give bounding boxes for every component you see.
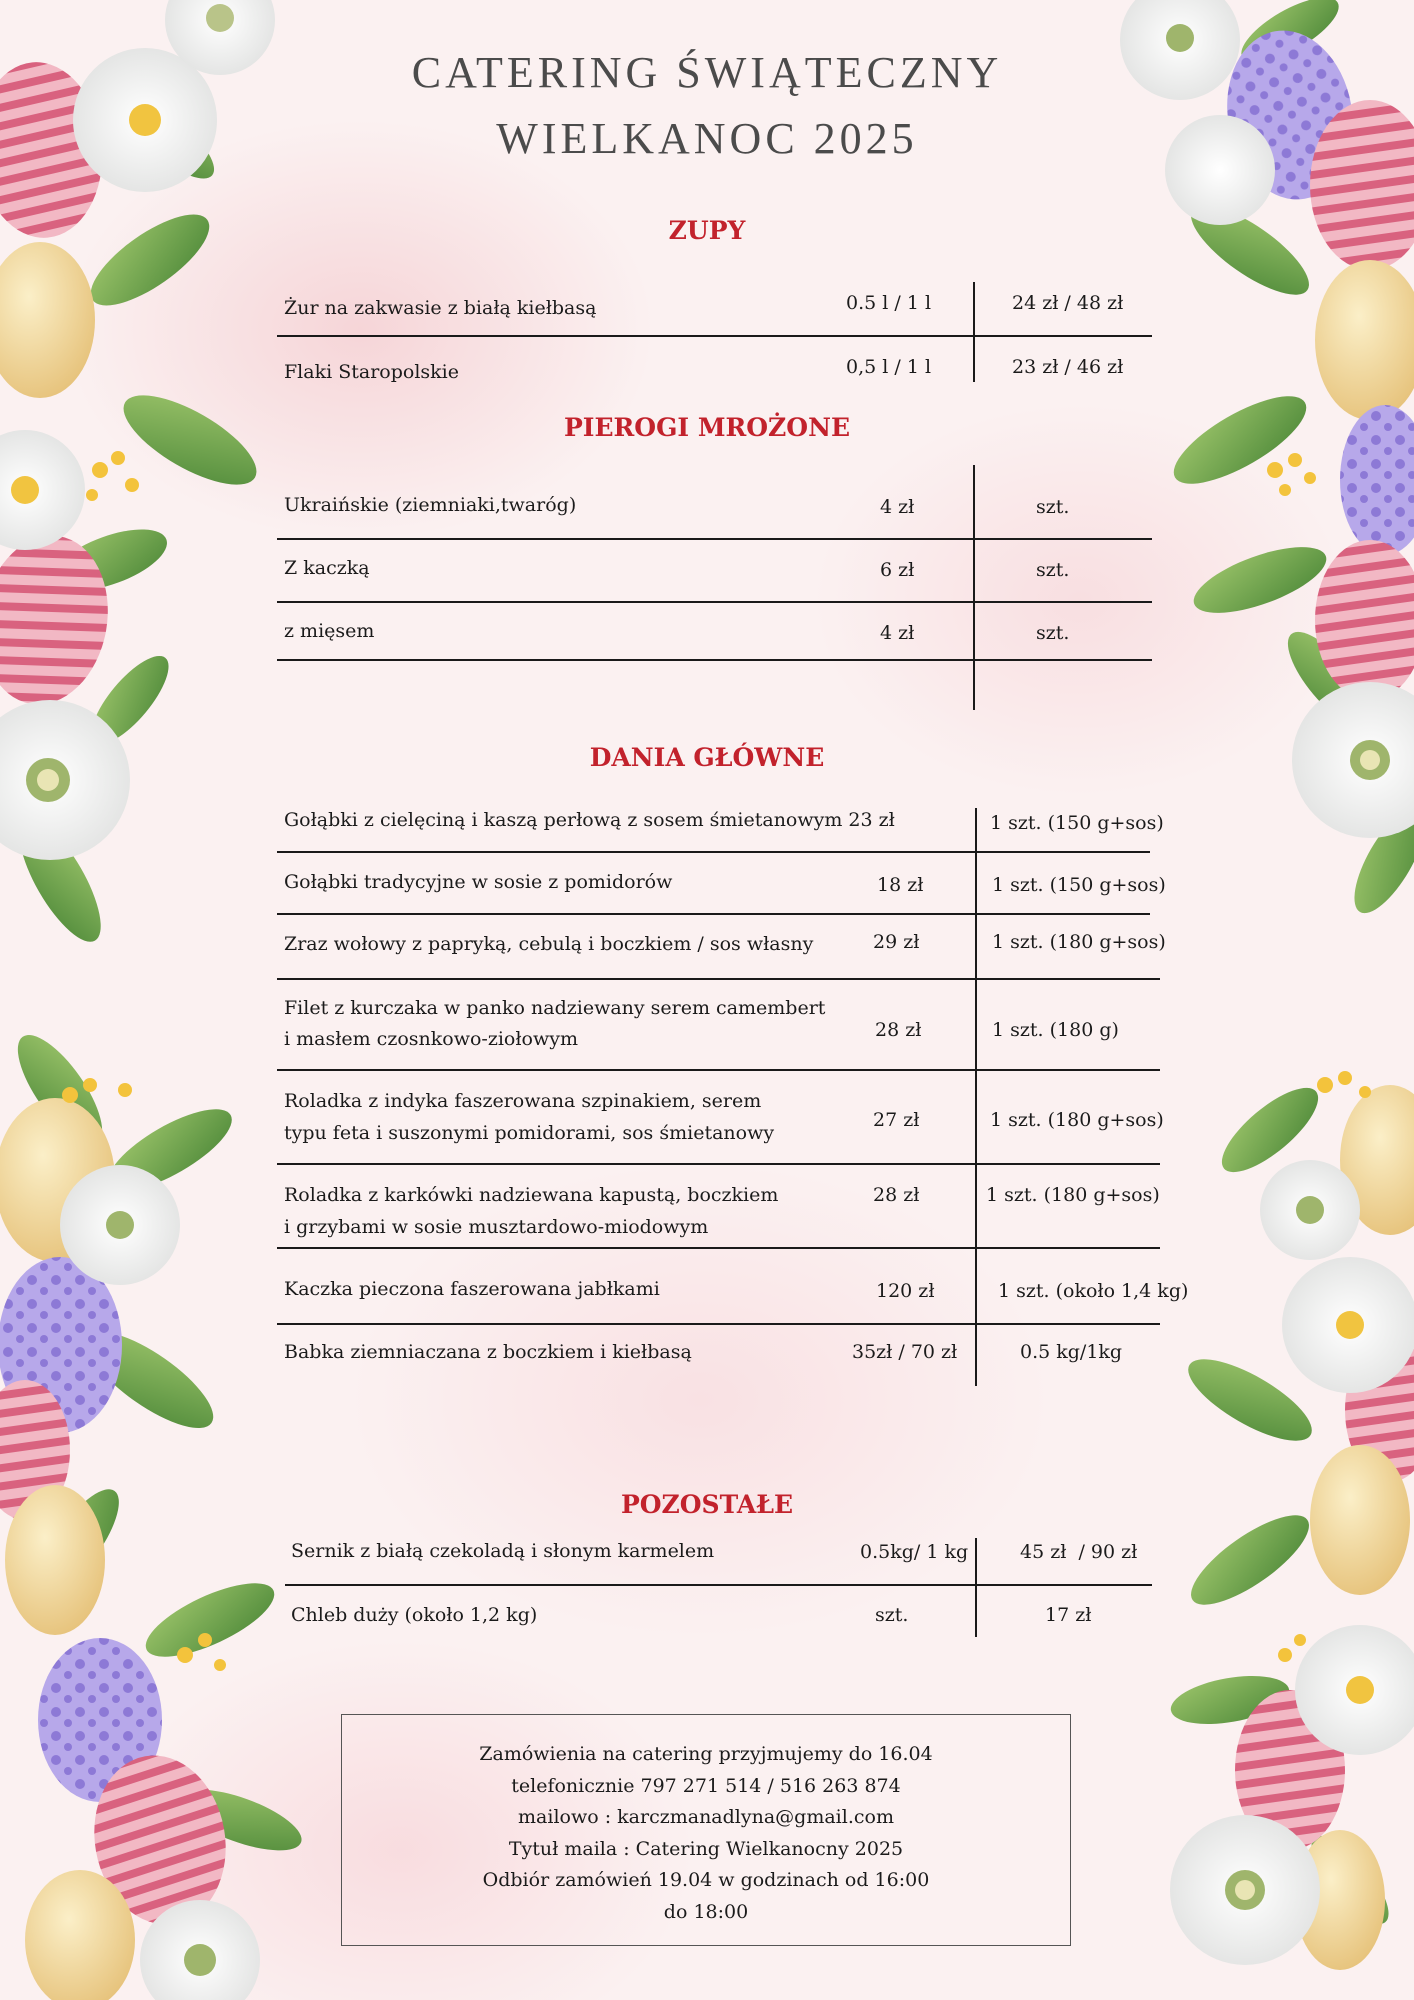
pickup-time-end: do 18:00 — [663, 1900, 749, 1923]
item-price: 120 zł — [876, 1280, 935, 1302]
item-price: 45 zł / 90 zł — [1020, 1541, 1138, 1563]
divider — [973, 465, 975, 710]
item-price: 28 zł — [875, 1019, 922, 1041]
email-subject: Tytuł maila : Catering Wielkanocny 2025 — [508, 1837, 904, 1860]
item-name: Kaczka pieczona faszerowana jabłkami — [284, 1278, 660, 1300]
item-price: 4 zł — [880, 496, 915, 518]
divider — [277, 601, 1152, 603]
item-name: Gołąbki tradycyjne w sosie z pomidorów — [284, 871, 673, 893]
item-name-line1: Filet z kurczaka w panko nadziewany serem camembert — [284, 997, 826, 1019]
divider — [277, 913, 1150, 915]
contact-info-box — [341, 1714, 1071, 1946]
easter-egg-yellow — [0, 1098, 115, 1262]
divider — [277, 978, 1160, 980]
easter-egg-striped-pink — [81, 1745, 239, 1935]
item-size: 0.5 l / 1 l — [846, 292, 932, 314]
item-name: Żur na zakwasie z białą kiełbasą — [284, 297, 597, 319]
page-title — [0, 40, 1414, 172]
easter-egg-yellow — [1310, 1445, 1410, 1595]
item-price: 24 zł / 48 zł — [1012, 292, 1124, 314]
divider — [277, 335, 1152, 337]
item-name: Z kaczką — [284, 557, 370, 579]
yellow-buds — [86, 451, 139, 501]
item-name-line2: i grzybami w sosie musztardowo-miodowym — [284, 1216, 709, 1238]
item-price: 27 zł — [873, 1109, 920, 1131]
easter-egg-dotted-purple — [38, 1638, 162, 1802]
item-name: Chleb duży (około 1,2 kg) — [291, 1604, 538, 1626]
divider — [277, 659, 1152, 661]
divider — [277, 1069, 1160, 1071]
item-name-line2: i masłem czosnkowo-ziołowym — [284, 1028, 578, 1050]
divider — [277, 1247, 1160, 1249]
divider — [277, 1323, 1160, 1325]
section-title-pozostale: POZOSTAŁE — [620, 1490, 794, 1519]
item-unit: szt. — [1036, 559, 1070, 581]
item-name: Zraz wołowy z papryką, cebulą i boczkiem / sos własny — [284, 933, 814, 955]
white-flower — [60, 1165, 180, 1285]
divider — [973, 282, 975, 382]
item-price: 29 zł — [873, 931, 920, 953]
item-portion: 0.5 kg/1kg — [1020, 1341, 1123, 1363]
item-price: 18 zł — [877, 874, 924, 896]
divider — [277, 851, 1150, 853]
title-line-1: CATERING ŚWIĄTECZNY — [411, 48, 1003, 97]
item-portion: 1 szt. (180 g+sos) — [986, 1184, 1160, 1206]
item-name: z mięsem — [284, 620, 375, 642]
item-portion: 1 szt. (około 1,4 kg) — [998, 1280, 1189, 1302]
section-title-pierogi: PIEROGI MROŻONE — [563, 413, 850, 442]
item-price: 35zł / 70 zł — [852, 1341, 958, 1363]
item-name: Flaki Staropolskie — [284, 361, 459, 383]
leaf-group-left-bottom — [3, 1023, 309, 1863]
divider — [975, 808, 977, 1386]
white-flower — [140, 1900, 260, 2000]
divider — [285, 1584, 1152, 1586]
easter-egg-dotted-purple — [0, 1257, 122, 1433]
item-price: 17 zł — [1045, 1604, 1092, 1626]
item-size: 0.5kg/ 1 kg — [860, 1541, 969, 1563]
item-name: Sernik z białą czekoladą i słonym karmelem — [291, 1540, 715, 1562]
white-flower — [1260, 1160, 1360, 1260]
easter-egg-yellow — [1340, 1085, 1414, 1235]
item-portion: 1 szt. (180 g+sos) — [990, 1109, 1164, 1131]
item-price: 6 zł — [880, 559, 915, 581]
section-title-dania: DANIA GŁÓWNE — [589, 743, 825, 772]
white-flower — [1295, 1625, 1414, 1755]
item-name: Gołąbki z cielęciną i kaszą perłową z sosem śmietanowym 23 zł — [284, 809, 895, 831]
item-name-line2: typu feta i suszonymi pomidorami, sos śmietanowy — [284, 1122, 775, 1144]
yellow-buds — [1267, 453, 1316, 496]
item-price: 28 zł — [873, 1184, 920, 1206]
item-name-line1: Roladka z indyka faszerowana szpinakiem, serem — [284, 1090, 762, 1112]
email-address[interactable]: mailowo : karczmanadlyna@gmail.com — [518, 1806, 894, 1828]
easter-egg-striped-pink — [1235, 1690, 1345, 1850]
item-price: 23 zł / 46 zł — [1012, 356, 1124, 378]
item-size: 0,5 l / 1 l — [846, 356, 932, 378]
item-portion: 1 szt. (180 g) — [992, 1019, 1119, 1041]
yellow-buds — [62, 1078, 226, 1671]
divider — [975, 1538, 977, 1637]
title-line-2: WIELKANOC 2025 — [496, 114, 918, 163]
easter-egg-striped-pink — [1345, 1338, 1414, 1482]
easter-egg-yellow — [1315, 260, 1414, 420]
item-unit: szt. — [1036, 496, 1070, 518]
item-portion: 1 szt. (150 g+sos) — [992, 874, 1166, 896]
yellow-buds — [1278, 1071, 1371, 1662]
pickup-time: Odbiór zamówień 19.04 w godzinach od 16:00 — [482, 1869, 930, 1891]
item-name: Babka ziemniaczana z boczkiem i kiełbasą — [284, 1341, 692, 1363]
item-size: szt. — [875, 1604, 909, 1626]
easter-egg-yellow — [25, 1870, 135, 2000]
white-flower — [1282, 1257, 1414, 1393]
item-name: Ukraińskie (ziemniaki,twaróg) — [284, 494, 577, 516]
item-unit: szt. — [1036, 622, 1070, 644]
easter-egg-yellow — [0, 242, 95, 398]
item-portion: 1 szt. (150 g+sos) — [990, 812, 1164, 834]
section-title-zupy: ZUPY — [668, 216, 746, 245]
item-portion: 1 szt. (180 g+sos) — [992, 931, 1166, 953]
item-name-line1: Roladka z karkówki nadziewana kapustą, boczkiem — [284, 1184, 779, 1206]
item-price: 4 zł — [880, 622, 915, 644]
order-deadline: Zamówienia na catering przyjmujemy do 16.04 — [479, 1743, 933, 1765]
divider — [277, 538, 1152, 540]
easter-egg-striped-pink — [0, 526, 121, 715]
easter-egg-striped-pink — [1315, 540, 1414, 700]
easter-egg-yellow — [1295, 1830, 1385, 1970]
divider — [277, 1163, 1160, 1165]
white-flower — [1170, 1815, 1320, 1965]
phone-numbers: telefonicznie 797 271 514 / 516 263 874 — [511, 1774, 901, 1797]
white-flower — [0, 430, 85, 550]
white-flower — [0, 700, 130, 860]
